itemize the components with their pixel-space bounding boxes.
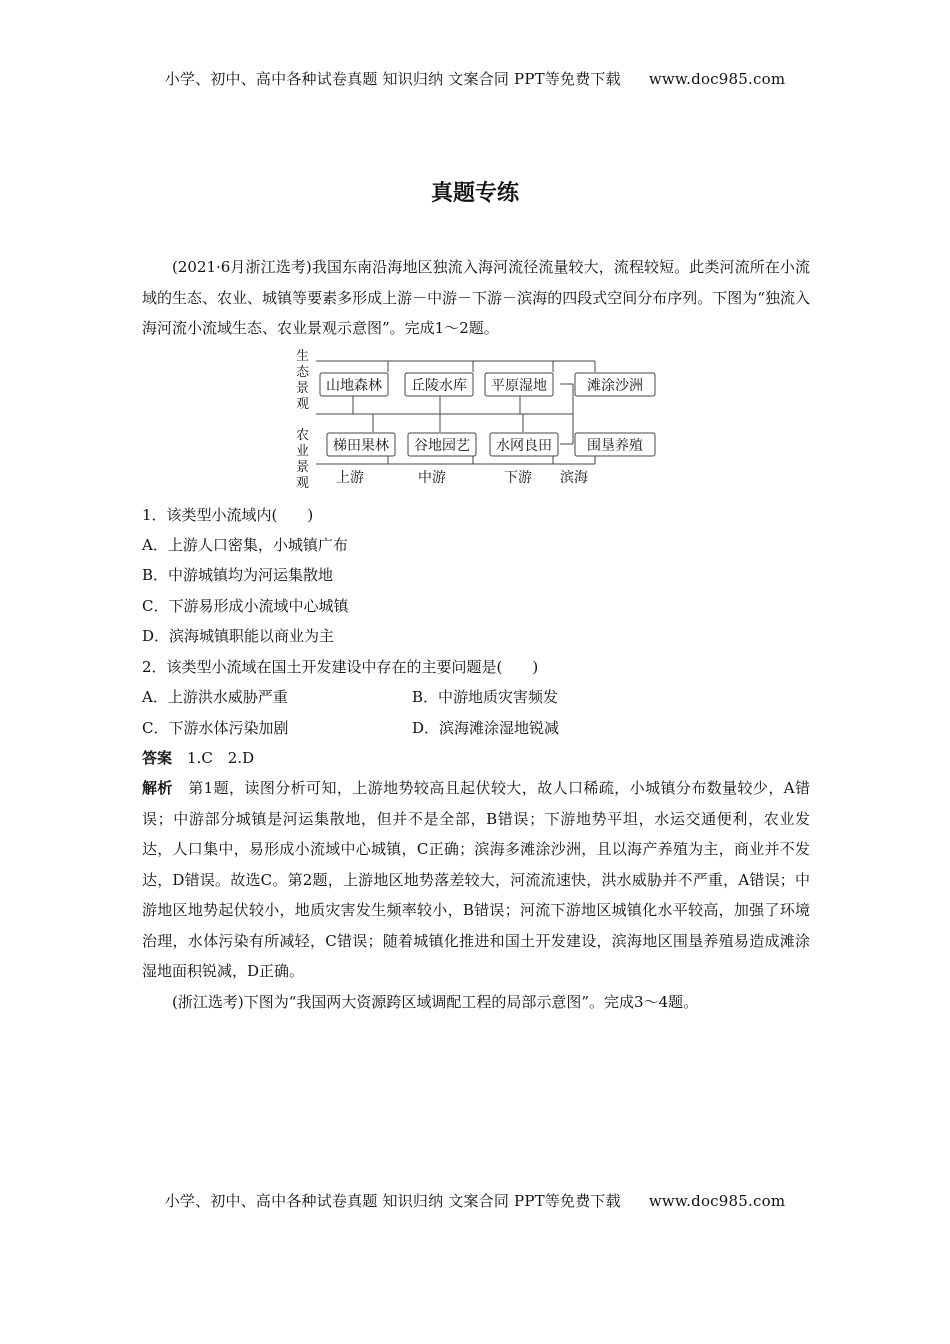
analysis-label: 解析 [142,779,173,797]
section-label-lower: 下游 [504,470,532,486]
row-label-agri-2: 业 [296,444,310,459]
agri-label-valley: 谷地园艺 [414,438,470,454]
footer-text: 小学、初中、高中各种试卷真题 知识归纳 文案合同 PPT等免费下载 [164,1192,621,1210]
footer-site: www.doc985.com [648,1192,786,1210]
header-site: www.doc985.com [648,70,786,88]
eco-label-wetland: 平原湿地 [491,378,547,394]
row-label-eco-2: 态 [296,365,310,380]
page-title: 真题专练 [430,181,519,206]
q1-stem: 1．该类型小流域内( ) [142,506,314,524]
intro-paragraph: (2021·6月浙江选考)我国东南沿海地区独流入海河流径流量较大，流程较短。此类河流所在小流域的生态、农业、城镇等要素多形成上游－中游－下游－滨海的四段式空间分布序列。下图为“独流入海河流小流域生态、农业景观示意图”。完成1～2题。 [142,258,810,337]
q1-option-d: D．滨海城镇职能以商业为主 [142,627,335,645]
next-intro: (浙江选考)下图为“我国两大资源跨区域调配工程的局部示意图”。完成3～4题。 [172,993,699,1011]
section-label-coast: 滨海 [560,470,588,486]
header-text: 小学、初中、高中各种试卷真题 知识归纳 文案合同 PPT等免费下载 [164,70,621,88]
analysis-text: 第1题，读图分析可知，上游地势较高且起伏较大，故人口稀疏，小城镇分布数量较少，A错误；中游部分城镇是河运集散地，但并不是全部，B错误；下游地势平坦，水运交通便利，农业发达，人口集中，易形成小流域中心城镇，C正确；滨海多滩涂沙洲，且以海产养殖为主，商业并不发达，D错误。故选C。第2题，上游地区地势落差较大，河流流速快，洪水威胁并不严重，A错误；中游地区地势起伏较小，地质灾害发生频率较小，B错误；河流下游地区城镇化水平较高，加强了环境治理，水体污染有所减轻，C错误；随着城镇化推进和国土开发建设，滨海地区围垦养殖易造成滩涂湿地面积锐减，D正确。 [142,779,810,980]
eco-label-reservoir: 丘陵水库 [411,378,467,394]
section-label-upper: 上游 [336,470,364,486]
section-label-middle: 中游 [418,470,446,486]
q2-stem: 2．该类型小流域在国土开发建设中存在的主要问题是( ) [142,658,539,676]
agri-label-terrace: 梯田果林 [333,438,389,454]
eco-label-shoal: 滩涂沙洲 [587,378,643,394]
q2-option-c: C．下游水体污染加剧 [142,719,289,737]
page-footer [0,1190,950,1211]
row-label-agri-1: 农 [296,428,310,443]
row-label-eco-1: 生 [296,349,310,364]
analysis-paragraph [142,773,810,987]
page-header [0,68,950,89]
agri-label-paddy: 水网良田 [496,438,552,454]
row-label-agri-3: 景 [296,460,310,475]
row-label-eco-3: 景 [296,381,310,396]
q2-option-b: B．中游地质灾害频发 [412,688,559,706]
answer-text: 1.C 2.D [172,749,255,767]
answer-label: 答案 [142,749,173,767]
agri-label-aquaculture: 围垦养殖 [587,438,643,454]
q1-option-b: B．中游城镇均为河运集散地 [142,566,334,584]
landscape-diagram [290,346,670,496]
eco-label-forest: 山地森林 [326,378,382,394]
answer-line [142,743,254,773]
q2-option-d: D．滨海滩涂湿地锐减 [412,719,560,737]
row-label-agri-4: 观 [296,476,310,491]
row-label-eco-4: 观 [296,397,310,412]
q2-option-a: A．上游洪水威胁严重 [142,688,288,706]
q1-option-a: A．上游人口密集，小城镇广布 [142,536,348,554]
q1-option-c: C．下游易形成小流域中心城镇 [142,597,349,615]
